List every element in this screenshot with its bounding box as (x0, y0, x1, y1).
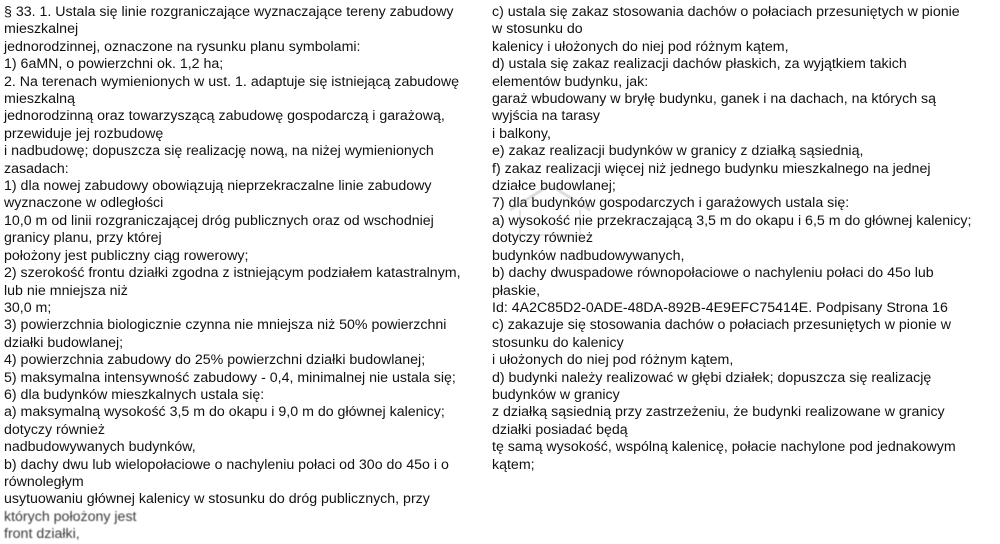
text-line: jednorodzinną oraz towarzyszącą zabudowę gospodarczą i garażową, (4, 108, 445, 125)
text-line: § 33. 1. Ustala się linie rozgraniczające wyznaczające tereny zabudowy (4, 4, 454, 20)
text-line: działki posiadać będą (492, 421, 628, 438)
text-line: elementów budynku, jak: (492, 73, 649, 90)
text-line: w stosunku do (492, 21, 583, 38)
text-line: a) wysokość nie przekraczającą 3,5 m do okapu i 6,5 m do głównej kalenicy; (492, 212, 972, 229)
text-line: b) dachy dwuspadowe równopołaciowe o nachyleniu połaci do 45o lub (492, 265, 934, 282)
text-line: zasadach: (4, 160, 69, 177)
text-line: 7) dla budynków gospodarczych i garażowych ustala się: (492, 195, 850, 212)
text-line: b) dachy dwu lub wielopołaciowe o nachyleniu połaci od 30o do 45o i o (4, 456, 449, 473)
text-line: usytuowaniu głównej kalenicy w stosunku do dróg publicznych, przy (4, 491, 430, 508)
text-line: 4) powierzchnia zabudowy do 25% powierzchni działki budowlanej; (4, 352, 426, 369)
text-line: c) ustala się zakaz stosowania dachów o połaciach przesuniętych w pionie (492, 4, 960, 20)
text-line: z działką sąsiednią przy zastrzeżeniu, że budynki realizowane w granicy (492, 404, 945, 421)
text-line: granicy planu, przy której (4, 230, 162, 247)
text-line: dotyczy również (492, 230, 593, 247)
text-line: 10,0 m od linii rozgraniczającej dróg publicznych oraz od wschodniej (4, 212, 434, 229)
text-line: tę samą wysokość, wspólną kalenicę, połacie nachylone pod jednakowym (492, 439, 956, 456)
text-line: 5) maksymalna intensywność zabudowy - 0,4, minimalnej nie ustala się; (4, 369, 456, 386)
text-line: e) zakaz realizacji budynków w granicy z działką sąsiednią, (492, 143, 864, 160)
text-line: dotyczy również (4, 421, 105, 438)
text-line: kalenicy i ułożonych do niej pod różnym kątem, (492, 38, 789, 55)
text-line: 1) dla nowej zabudowy obowiązują nieprzekraczalne linie zabudowy (4, 178, 432, 195)
text-line: kątem; (492, 456, 535, 473)
text-line: budynków nadbudowywanych, (492, 247, 685, 264)
text-line: front działki, (4, 526, 80, 543)
text-line: stosunku do kalenicy (492, 334, 624, 351)
text-line: działki budowlanej; (4, 334, 124, 351)
text-line: których położony jest (4, 508, 137, 525)
text-line: d) ustala się zakaz realizacji dachów płaskich, za wyjątkiem takich (492, 56, 907, 73)
text-line: położony jest publiczny ciąg rowerowy; (4, 247, 249, 264)
text-line: 2) szerokość frontu działki zgodna z istniejącym podziałem katastralnym, (4, 265, 461, 282)
text-line: mieszkalną (4, 91, 75, 108)
text-line: i nadbudowę; dopuszcza się realizację nową, na niżej wymienionych (4, 143, 434, 160)
text-line: budynków w granicy (492, 386, 620, 403)
text-line: 1) 6aMN, o powierzchni ok. 1,2 ha; (4, 56, 224, 73)
text-line: wyznaczone w odległości (4, 195, 164, 212)
text-line: Id: 4A2C85D2-0ADE-48DA-892B-4E9EFC75414E. Podpisany Strona 16 (492, 299, 948, 316)
text-line: 30,0 m; (4, 299, 52, 316)
text-line: garaż wbudowany w bryłę budynku, ganek i na dachach, na których są (492, 91, 937, 108)
text-line: działce budowlanej; (492, 178, 616, 195)
text-line: lub nie mniejsza niż (4, 282, 128, 299)
document-left-column (4, 4, 486, 544)
text-line: 3) powierzchnia biologicznie czynna nie mniejsza niż 50% powierzchni (4, 317, 447, 334)
text-line: mieszkalnej (4, 21, 79, 38)
text-line: 2. Na terenach wymienionych w ust. 1. adaptuje się istniejącą zabudowę (4, 73, 460, 90)
text-line: przewiduje jej rozbudowę (4, 125, 164, 142)
text-line: c) zakazuje się stosowania dachów o połaciach przesuniętych w pionie w (492, 317, 951, 334)
text-line: nadbudowywanych budynków, (4, 439, 196, 456)
text-line: jednorodzinnej, oznaczone na rysunku planu symbolami: (4, 38, 361, 55)
document-right-column (492, 4, 996, 474)
text-line: i ułożonych do niej pod różnym kątem, (492, 352, 734, 369)
text-line: i balkony, (492, 125, 551, 142)
text-line: wyjścia na tarasy (492, 108, 601, 125)
text-line: 6) dla budynków mieszkalnych ustala się: (4, 386, 265, 403)
text-line: równoległym (4, 473, 84, 490)
text-line: d) budynki należy realizować w głębi działek; dopuszcza się realizację (492, 369, 932, 386)
text-line: a) maksymalną wysokość 3,5 m do okapu i 9,0 m do głównej kalenicy; (4, 404, 445, 421)
text-line: f) zakaz realizacji więcej niż jednego budynku mieszkalnego na jednej (492, 160, 931, 177)
text-line: płaskie, (492, 282, 541, 299)
